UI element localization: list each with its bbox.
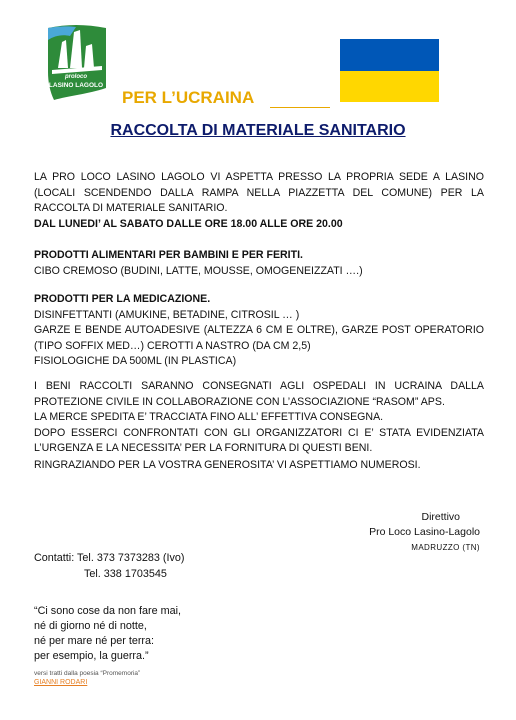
thanks-paragraph: RINGRAZIANDO PER LA VOSTRA GENEROSITA’ VI ASPETTIAMO NUMEROSI. xyxy=(34,459,421,471)
urgency-paragraph: DOPO ESSERCI CONFRONTATI CON GLI ORGANIZZATORI CI E’ STATA EVIDENZIATA L’URGENZA E LA NECESSITA’ PER LA FORNITURA DI QUESTI BENI. xyxy=(34,426,484,454)
quote-line-1: “Ci sono cose da non fare mai, xyxy=(34,605,182,617)
quote-line-3: né per mare né per terra: xyxy=(34,635,155,647)
delivery-paragraph: I BENI RACCOLTI SARANNO CONSEGNATI AGLI OSPEDALI IN UCRAINA DALLA PROTEZIONE CIVILE IN COLLABORAZIONE CON L’ASSOCIAZIONE “RASOM” APS. xyxy=(34,380,484,408)
medical-item-disinfectants: DISINFETTANTI (AMUKINE, BETADINE, CITROSIL … ) xyxy=(34,308,300,321)
poem-author: GIANNI RODARI xyxy=(34,679,88,686)
contact-phone-1: Contatti: Tel. 373 7373283 (Ivo) xyxy=(34,552,185,564)
contacts-block xyxy=(34,550,184,582)
quote-line-4: per esempio, la guerra.” xyxy=(34,650,149,662)
signature-line-direttivo: Direttivo xyxy=(421,511,460,523)
signature-block xyxy=(340,510,480,555)
subtitle: PER L’UCRAINA xyxy=(122,88,255,107)
thanks-block xyxy=(34,458,484,474)
ukraine-flag xyxy=(340,39,439,102)
contact-phone-2: Tel. 338 1703545 xyxy=(84,568,167,580)
medical-item-saline: FISIOLOGICHE DA 500ML (IN PLASTICA) xyxy=(34,355,237,367)
flag-yellow-stripe xyxy=(340,71,439,103)
logo-text-proloco: proloco xyxy=(65,74,87,80)
flag-blue-stripe xyxy=(340,39,439,71)
intro-block xyxy=(34,170,484,232)
logo-text-lasino-lagolo: LASINO LAGOLO xyxy=(48,82,104,89)
poem-quote xyxy=(34,604,181,664)
food-section-title: PRODOTTI ALIMENTARI PER BAMBINI E PER FERITI. xyxy=(34,249,303,261)
subtitle-underline xyxy=(270,107,330,108)
proloco-logo xyxy=(46,22,114,100)
poem-credit: versi tratti dalla poesia “Promemoria” xyxy=(34,670,141,677)
food-section xyxy=(34,248,484,279)
signature-line-proloco: Pro Loco Lasino-Lagolo xyxy=(369,526,480,538)
medical-item-bandages: GARZE E BENDE AUTOADESIVE (ALTEZZA 6 CM E OLTRE), GARZE POST OPERATORIO (TIPO SOFFIX MED…) CEROTTI A NASTRO (DA CM 2,5) xyxy=(34,324,484,352)
opening-hours: DAL LUNEDI’ AL SABATO DALLE ORE 18.00 ALLE ORE 20.00 xyxy=(34,217,343,230)
delivery-section xyxy=(34,379,484,457)
medical-section-title: PRODOTTI PER LA MEDICAZIONE. xyxy=(34,293,211,305)
quote-line-2: né di giorno né di notte, xyxy=(34,620,147,632)
tracking-paragraph: LA MERCE SPEDITA E’ TRACCIATA FINO ALL’ EFFETTIVA CONSEGNA. xyxy=(34,411,384,423)
food-section-item: CIBO CREMOSO (BUDINI, LATTE, MOUSSE, OMOGENEIZZATI ….) xyxy=(34,264,363,277)
medical-section xyxy=(34,292,484,370)
signature-line-location: MADRUZZO (TN) xyxy=(411,543,480,552)
intro-paragraph: LA PRO LOCO LASINO LAGOLO VI ASPETTA PRESSO LA PROPRIA SEDE A LASINO (LOCALI SCENDENDO DALLA RAMPA NELLA PIAZZETTA DEL COMUNE) PER LA RACCOLTA DI MATERIALE SANITARIO. xyxy=(34,171,484,214)
page-title: RACCOLTA DI MATERIALE SANITARIO xyxy=(110,122,406,139)
